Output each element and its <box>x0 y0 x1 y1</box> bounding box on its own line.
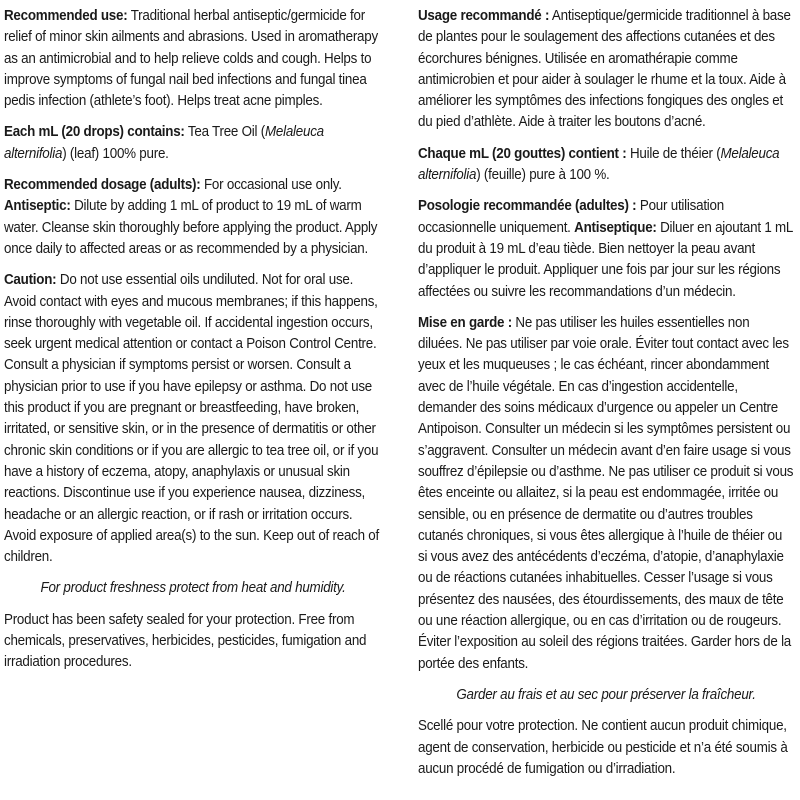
caution-fr <box>418 313 794 675</box>
contains-en <box>4 122 382 165</box>
contains-label: Each mL (20 drops) contains: <box>4 124 185 141</box>
freshness-note-en: For product freshness protect from heat and humidity. <box>40 580 346 597</box>
recommended-use-text: Antiseptique/germicide traditionnel à base de plantes pour le soulagement des affections cutanées et des écorchures bénignes. Utilisée en aromathérapie comme antimicrobien et pour aider à soulager le rhume et la toux. Aide à améliorer les symptômes des infections fongiques des ongles et du pied d’athlète. Aide à traiter les boutons d’acné. <box>418 8 791 131</box>
antiseptic-text: Diluer en ajoutant 1 mL du produit à 19 mL d’eau tiède. Bien nettoyer la peau avant d’appliquer le produit. Appliquer une fois par jour sur les régions affectées ou suivre les recommandations d’un médecin. <box>418 219 793 300</box>
contains-fr <box>418 144 794 187</box>
antiseptic-text: Dilute by adding 1 mL of product to 19 mL of warm water. Cleanse skin thoroughly before applying the product. Apply once daily to affected areas or as recommended by a physician. <box>4 198 378 257</box>
antiseptic-label: Antiseptic: <box>4 198 71 215</box>
french-column <box>418 6 796 790</box>
freshness-note-fr: Garder au frais et au sec pour préserver la fraîcheur. <box>456 686 756 703</box>
english-column <box>4 6 384 684</box>
contains-text-after: ) (leaf) 100% pure. <box>62 145 169 162</box>
recommended-use-label: Recommended use: <box>4 8 128 24</box>
antiseptic-label: Antiseptique: <box>574 219 657 236</box>
dosage-label: Recommended dosage (adults): <box>4 177 201 194</box>
sealed-note-en: Product has been safety sealed for your protection. Free from chemicals, preservatives, herbicides, pesticides, fumigation and irradiation procedures. <box>4 611 367 671</box>
caution-text: Ne pas utiliser les huiles essentielles non diluées. Ne pas utiliser par voie orale. Éviter tout contact avec les yeux et les muqueuses ; le cas échéant, rincer abondamment avec de l’huile végétale. En cas d’ingestion accidentelle, demander des soins médicaux d’urgence ou appeler un Centre Antipoison. Consulter un médecin si les symptômes persistent ou s’aggravent. Consulter un médecin avant d’en faire usage si vous souffrez d’épilepsie ou d’asthme. Ne pas utiliser ce produit si vous êtes enceinte ou allaitez, si la peau est endommagée, irritée ou sensible, ou en présence de dermatite ou d’autres troubles cutanés chroniques, si vous êtes allergique à l’huile de théier ou si vous avez des antécédents d’eczéma, d’atopie, d’anaphylaxie ou de réactions cutanées inhabituelles. Cesser l’usage si vous présentez des nausées, des étourdissements, des maux de tête ou une réaction allergique, ou en cas d’irritation ou de rougeurs. Éviter l’exposition au soleil des régions traitées. Garder hors de la portée des enfants. <box>418 314 794 672</box>
contains-text-before: Huile de théier ( <box>626 145 721 162</box>
recommended-use-label: Usage recommandé : <box>418 8 550 24</box>
latin-name: Melaleuca alternifolia <box>4 124 324 162</box>
caution-label: Caution: <box>4 272 57 289</box>
dosage-label: Posologie recommandée (adultes) : <box>418 198 637 215</box>
dosage-en <box>4 175 382 260</box>
dosage-fr <box>418 196 794 302</box>
contains-text-before: Tea Tree Oil ( <box>184 124 265 141</box>
recommended-use-text: Traditional herbal antiseptic/germicide for relief of minor skin ailments and abrasions. Used in aromatherapy as an antimicrobial and to help relieve colds and cough. Helps to improve symptoms of fungal nail bed infections and fungal tinea pedis infection (athlete’s foot). Helps treat acne pimples. <box>4 8 378 110</box>
latin-name: Melaleuca alternifolia <box>418 145 780 184</box>
contains-label: Chaque mL (20 gouttes) contient : <box>418 145 627 162</box>
contains-text-after: ) (feuille) pure à 100 %. <box>476 167 610 184</box>
caution-text: Do not use essential oils undiluted. Not for oral use. Avoid contact with eyes and mucous membranes; if this happens, rinse thoroughly with vegetable oil. If accidental ingestion occurs, seek urgent medical attention or contact a Poison Control Centre. Consult a physician if symptoms persist or worsen. Consult a physician prior to use if you have epilepsy or asthma. Do not use this product if you are pregnant or breastfeeding, have broken, irritated, or sensitive skin, or in the presence of dermatitis or other chronic skin conditions or if you are allergic to tea tree oil, or if you have a history of eczema, atopy, anaphylaxis or unusual skin reactions. Discontinue use if you experience nausea, dizziness, headache or an allergic reaction, or if rash or irritation occurs. Avoid exposure of applied area(s) to the sun. Keep out of reach of children. <box>4 272 380 566</box>
sealed-note-fr: Scellé pour votre protection. Ne contient aucun produit chimique, agent de conservation, herbicide ou pesticide et n’a été soumis à aucun procédé de fumigation ou d’irradiation. <box>418 718 788 777</box>
recommended-use-en <box>4 6 382 112</box>
caution-label: Mise en garde : <box>418 314 512 331</box>
dosage-text: For occasional use only. <box>200 177 342 194</box>
dosage-text: Pour utilisation occasionnelle uniquement. <box>418 198 724 236</box>
caution-en <box>4 270 382 568</box>
recommended-use-fr <box>418 6 794 134</box>
